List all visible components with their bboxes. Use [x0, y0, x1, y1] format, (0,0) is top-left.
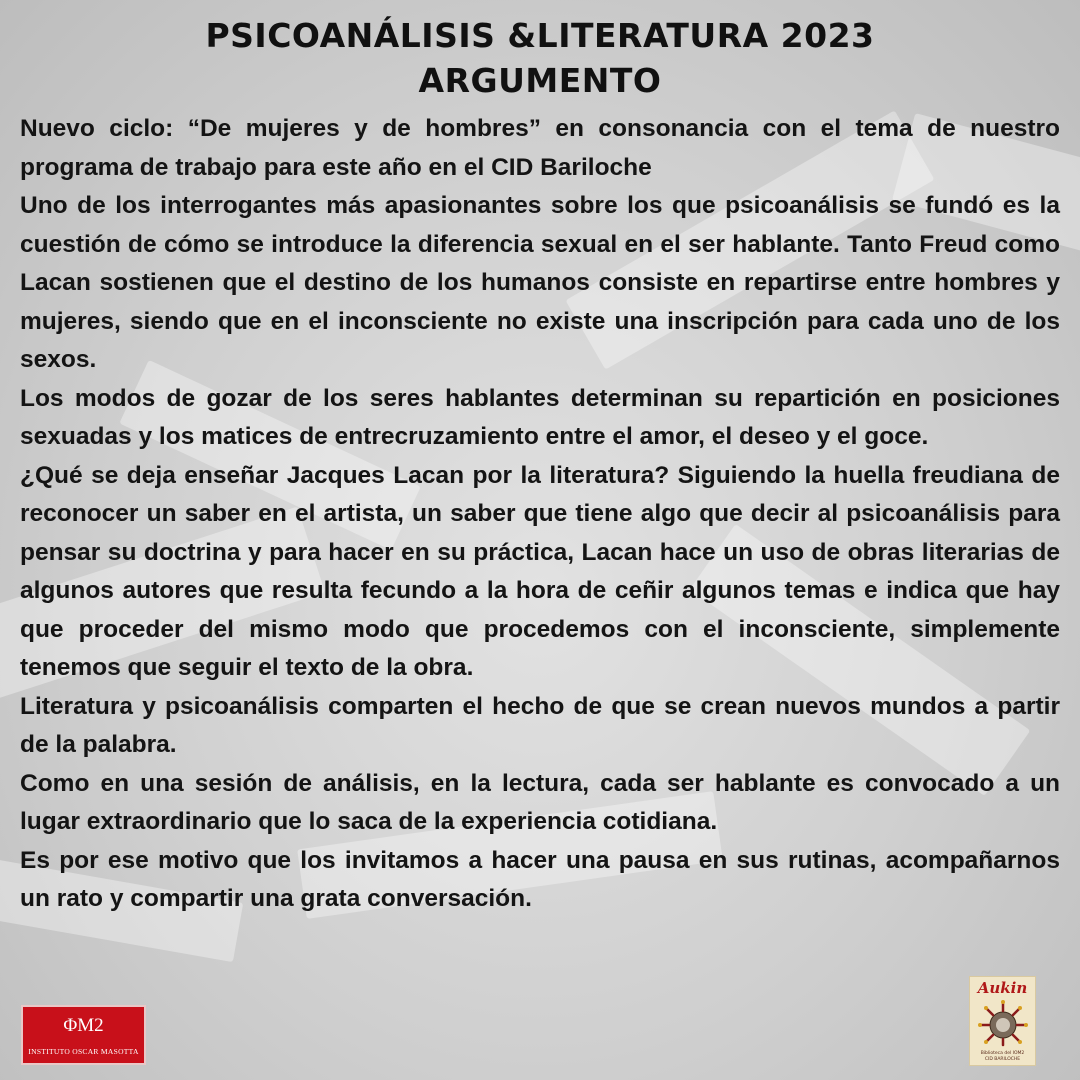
fm2-subtitle: INSTITUTO OSCAR MASOTTA: [28, 1047, 139, 1056]
paragraph: ¿Qué se deja enseñar Jacques Lacan por la literatura? Siguiendo la huella freudiana de reconocer un saber en el artista, un saber que tiene algo que decir al psicoanálisis para pensar su doctrina y para hacer en su práctica, Lacan hace un uso de obras literarias de algunos autores que resulta fecundo a la hora de ceñir algunos temas e indica que hay que proceder del mismo modo que procedemos con el inconsciente, simplemente tenemos que seguir el texto de la obra.: [20, 461, 1060, 681]
paragraph: Los modos de gozar de los seres hablantes determinan su repartición en posiciones sexuadas y los matices de entrecruzamiento entre el amor, el deseo y el goce.: [20, 384, 1060, 450]
paragraph: Uno de los interrogantes más apasionantes sobre los que psicoanálisis se fundó es la cuestión de cómo se introduce la diferencia sexual en el ser hablante. Tanto Freud como Lacan sostienen que el destino de los humanos consiste en repartirse entre hombres y mujeres, siendo que en el inconsciente no existe una inscripción para cada uno de los sexos.: [20, 192, 1060, 373]
paragraph: Como en una sesión de análisis, en la lectura, cada ser hablante es convocado a un lugar extraordinario que lo saca de la experiencia cotidiana.: [20, 769, 1060, 835]
fm2-mark: ΦM2: [63, 1015, 104, 1036]
paragraph: Literatura y psicoanálisis comparten el hecho de que se crean nuevos mundos a partir de la palabra.: [20, 692, 1060, 758]
aukin-wordmark: Aukin: [977, 979, 1028, 997]
aukin-subtitle-1: Biblioteca del IOM2: [980, 1051, 1025, 1056]
aukin-subtitle-2: CID BARILOCHE: [984, 1057, 1021, 1062]
title-line-2: ARGUMENTO: [418, 61, 662, 100]
aukin-library-logo: [969, 976, 1036, 1066]
title-line-1: PSICOANÁLISIS &LITERATURA 2023: [205, 16, 875, 55]
paragraph: Nuevo ciclo: “De mujeres y de hombres” en consonancia con el tema de nuestro programa de trabajo para este año en el CID Bariloche: [20, 115, 1060, 181]
paragraph: Es por ese motivo que los invitamos a hacer una pausa en sus rutinas, acompañarnos un rato y compartir una grata conversación.: [20, 846, 1060, 912]
instituto-oscar-masotta-logo: [21, 1005, 146, 1065]
argument-text: [20, 110, 1060, 919]
